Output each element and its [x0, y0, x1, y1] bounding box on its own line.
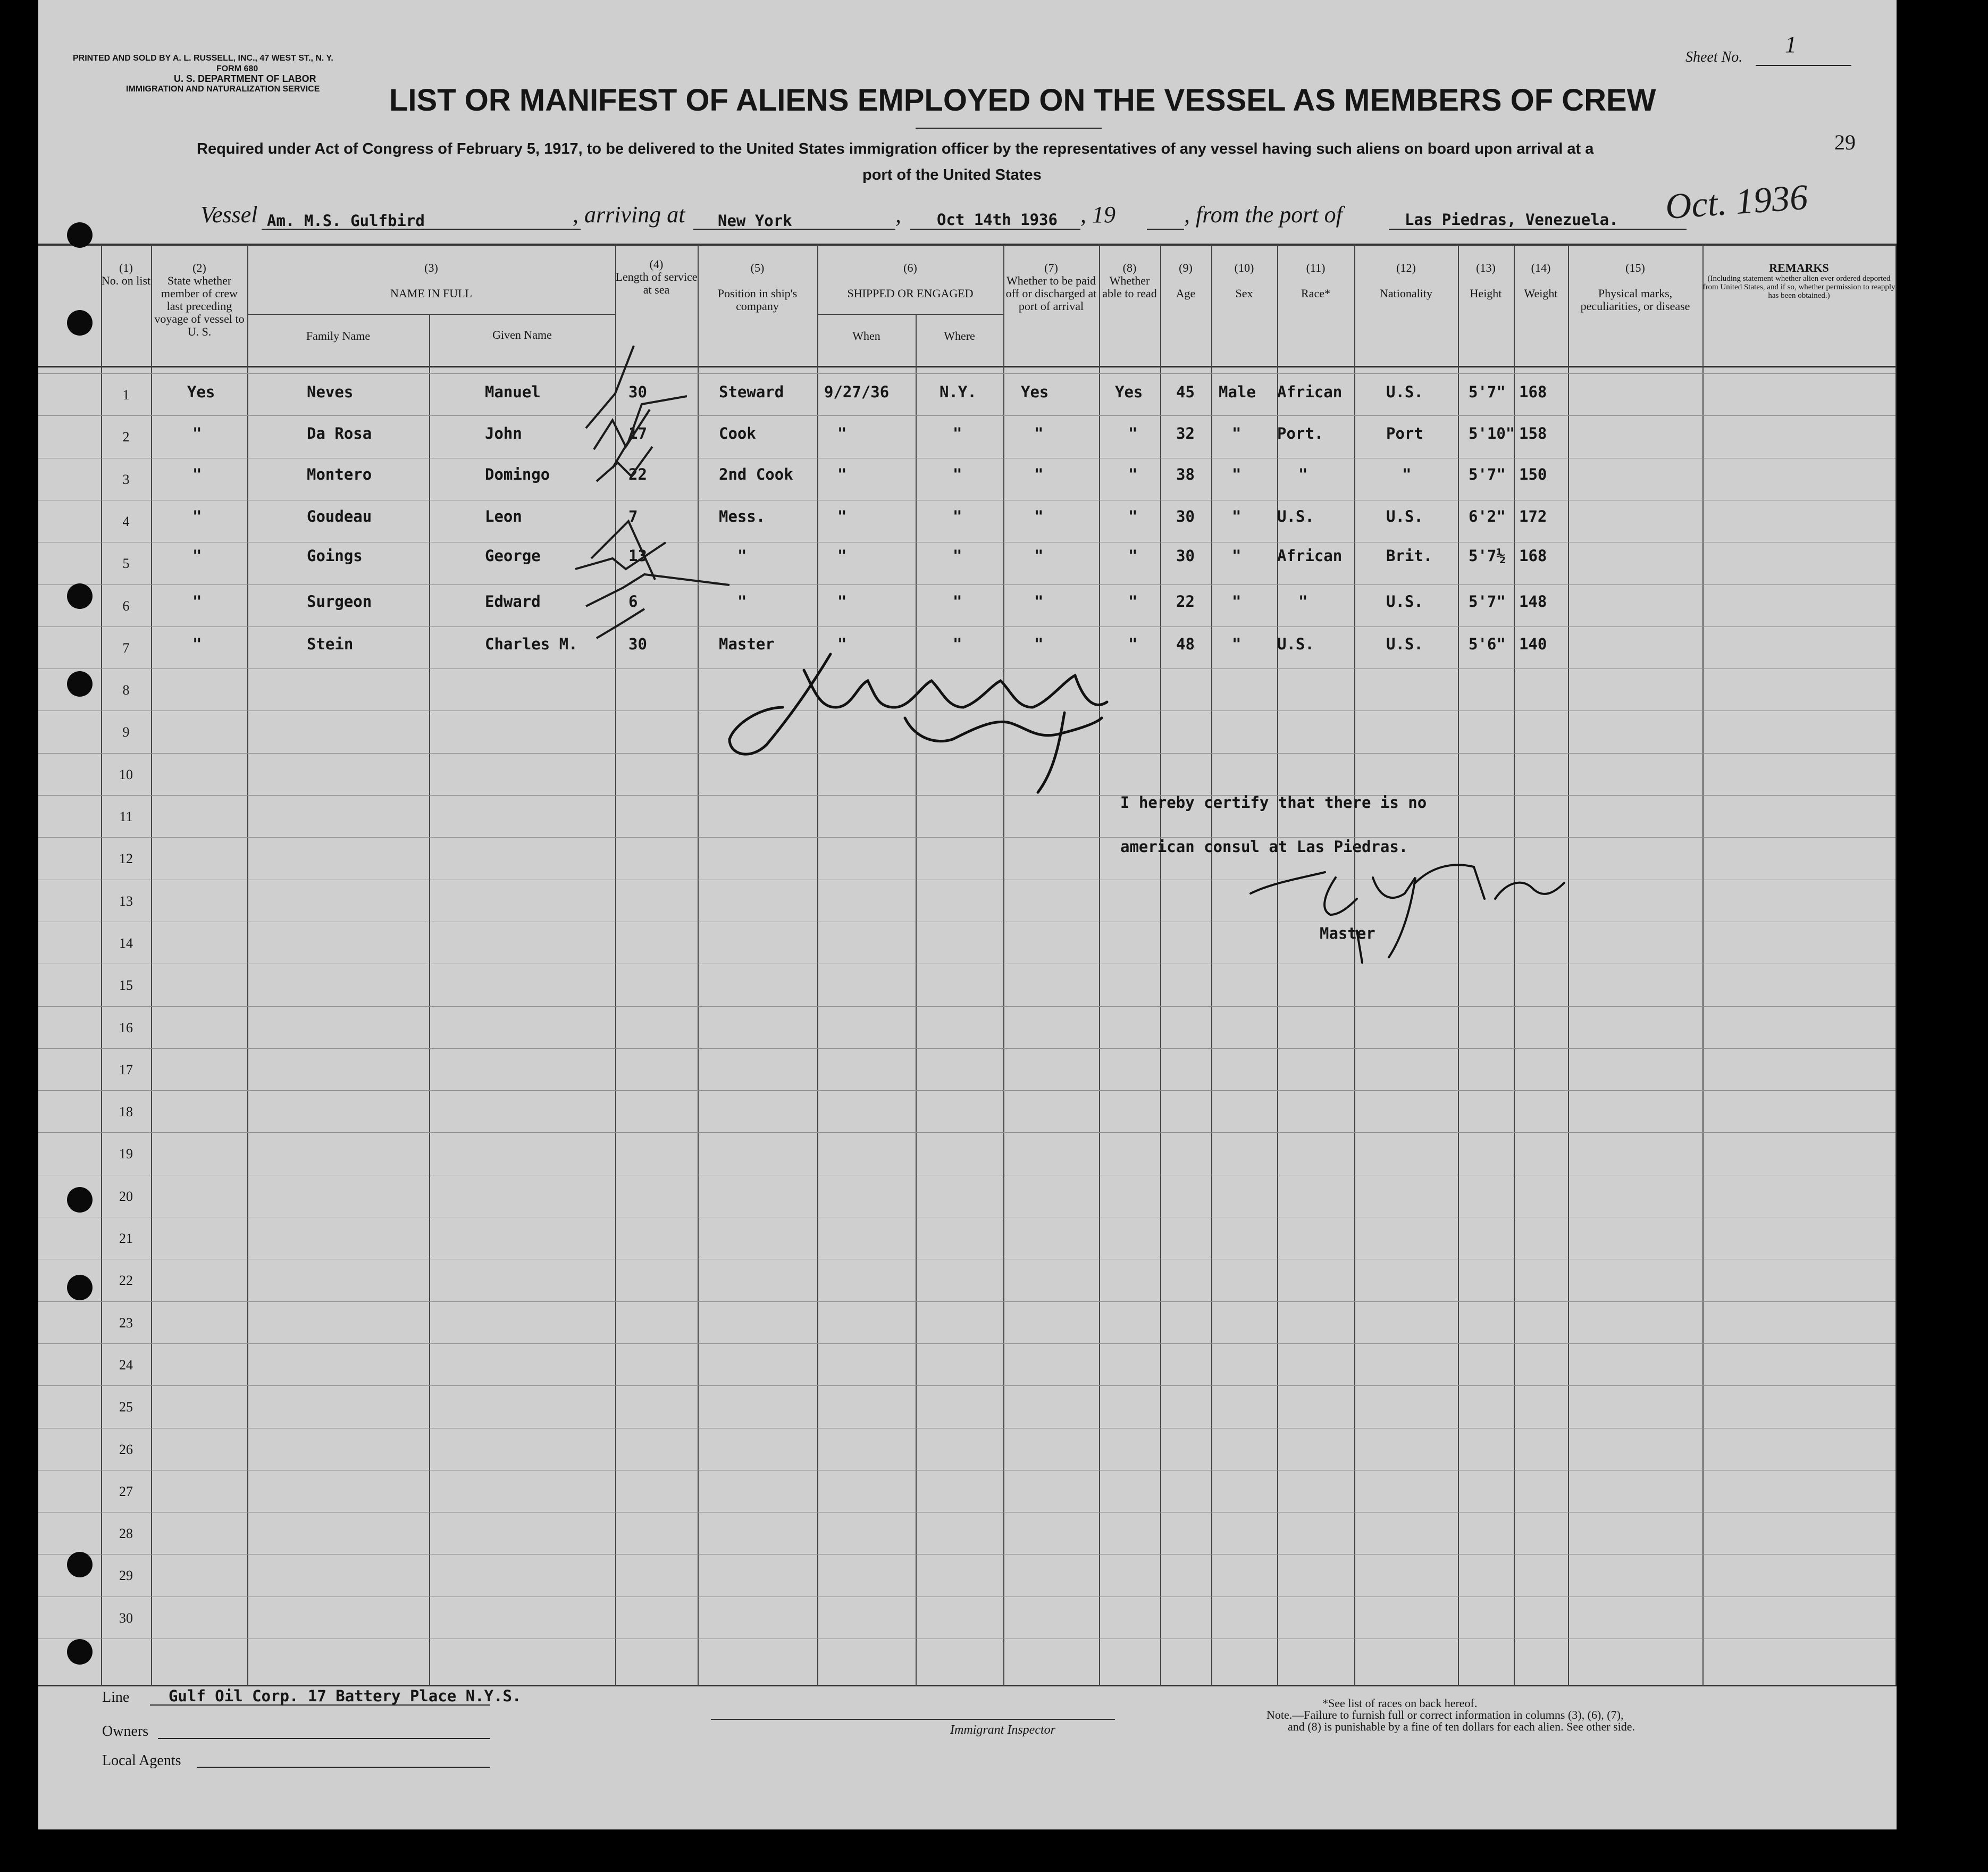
- age-cell: 38: [1176, 465, 1195, 483]
- prev-voyage-cell: ": [192, 635, 202, 653]
- row-number: 20: [119, 1189, 133, 1204]
- prev-voyage-cell: ": [192, 465, 202, 483]
- certification-line2: american consul at Las Piedras.: [1120, 838, 1408, 856]
- binder-hole: [67, 671, 93, 697]
- position-cell: ": [737, 592, 747, 611]
- shipped-where-cell: ": [953, 465, 962, 483]
- certification-line1: I hereby certify that there is no: [1120, 793, 1427, 812]
- given-name-cell: John: [485, 424, 522, 442]
- given-name-cell: Charles M.: [485, 635, 578, 653]
- col-11-header: (11) Race*: [1301, 261, 1330, 300]
- weight-cell: 150: [1519, 465, 1547, 483]
- height-cell: 5'7": [1469, 592, 1506, 611]
- paid-off-cell: ": [1034, 507, 1044, 525]
- paid-off-cell: ": [1034, 592, 1044, 611]
- given-name-cell: Manuel: [485, 383, 541, 401]
- height-cell: 5'7": [1469, 383, 1506, 401]
- shipped-when-cell: ": [837, 547, 847, 565]
- prev-voyage-cell: ": [192, 424, 202, 442]
- able-to-read-cell: ": [1128, 507, 1138, 525]
- shipped-where-cell: ": [953, 547, 962, 565]
- nationality-cell: U.S.: [1386, 592, 1423, 611]
- able-to-read-cell: ": [1128, 635, 1138, 653]
- shipped-where-cell: ": [953, 507, 962, 525]
- age-cell: 30: [1176, 507, 1195, 525]
- service-length-cell: 22: [628, 465, 647, 483]
- family-name-cell: Surgeon: [307, 592, 372, 611]
- age-cell: 48: [1176, 635, 1195, 653]
- service-length-cell: 7: [628, 507, 638, 525]
- printer-line: PRINTED AND SOLD BY A. L. RUSSELL, INC., 47 WEST ST., N. Y.: [73, 54, 333, 63]
- master-signature: [38, 0, 1897, 1829]
- shipped-when-cell: 9/27/36: [824, 383, 890, 401]
- sheet-label: Sheet No.: [1685, 49, 1743, 65]
- row-number: 12: [119, 851, 133, 866]
- position-cell: Steward: [719, 383, 784, 401]
- row-number: 8: [122, 682, 130, 698]
- col-14-header: (14) Weight: [1524, 261, 1558, 300]
- remarks-header: REMARKS (Including statement whether alien ever ordered deported from United States, and if so, whether permission to reapply has been obtained.): [1702, 261, 1895, 300]
- prev-voyage-cell: ": [192, 592, 202, 611]
- subtitle-line2: port of the United States: [862, 166, 1042, 183]
- able-to-read-cell: ": [1128, 424, 1138, 442]
- row-number: 4: [122, 514, 130, 529]
- row-number: 9: [122, 724, 130, 740]
- col-9-header: (9) Age: [1176, 261, 1196, 300]
- row-number: 23: [119, 1315, 133, 1331]
- paid-off-cell: ": [1034, 424, 1044, 442]
- family-name-cell: Da Rosa: [307, 424, 372, 442]
- arrival-port: New York: [718, 212, 792, 230]
- shipped-where-cell: ": [953, 592, 962, 611]
- row-number: 25: [119, 1399, 133, 1415]
- nationality-cell: ": [1402, 465, 1412, 483]
- height-cell: 5'7": [1469, 465, 1506, 483]
- able-to-read-cell: ": [1128, 547, 1138, 565]
- row-number: 19: [119, 1146, 133, 1161]
- col-3-header: (3) NAME IN FULL: [390, 261, 472, 300]
- row-number: 21: [119, 1231, 133, 1246]
- fine-note-line2: and (8) is punishable by a fine of ten dollars for each alien. See other side.: [1288, 1720, 1635, 1733]
- col-13-header: (13) Height: [1470, 261, 1502, 300]
- race-cell: U.S.: [1277, 507, 1314, 525]
- sheet-number: 1: [1785, 31, 1797, 57]
- race-cell: African: [1277, 383, 1343, 401]
- col-8-header: (8) Whether able to read: [1102, 261, 1157, 300]
- nationality-cell: U.S.: [1386, 507, 1423, 525]
- paid-off-cell: Yes: [1021, 383, 1049, 401]
- shipped-where-cell: ": [953, 424, 962, 442]
- race-cell: ": [1298, 465, 1308, 483]
- from-label: , from the port of: [1184, 202, 1343, 228]
- line-value: Gulf Oil Corp. 17 Battery Place N.Y.S.: [169, 1687, 522, 1705]
- shipped-when-cell: ": [837, 592, 847, 611]
- binder-hole: [67, 1187, 93, 1213]
- weight-cell: 140: [1519, 635, 1547, 653]
- shipped-when-cell: ": [837, 465, 847, 483]
- paid-off-cell: ": [1034, 635, 1044, 653]
- position-cell: Master: [719, 635, 775, 653]
- row-number: 28: [119, 1526, 133, 1541]
- row-number: 15: [119, 977, 133, 993]
- family-name-cell: Goings: [307, 547, 363, 565]
- height-cell: 5'6": [1469, 635, 1506, 653]
- sex-cell: ": [1232, 592, 1242, 611]
- page-number: 29: [1834, 130, 1856, 154]
- shipped-where-cell: ": [953, 635, 962, 653]
- when-header: When: [852, 329, 880, 342]
- where-header: Where: [944, 329, 975, 342]
- page-title: LIST OR MANIFEST OF ALIENS EMPLOYED ON THE VESSEL AS MEMBERS OF CREW: [389, 83, 1656, 118]
- row-number: 3: [122, 472, 130, 487]
- row-number: 26: [119, 1442, 133, 1457]
- position-cell: Mess.: [719, 507, 766, 525]
- service-length-cell: 30: [628, 383, 647, 401]
- race-cell: African: [1277, 547, 1343, 565]
- col-7-header: (7) Whether to be paid off or discharged at port of arrival: [1005, 261, 1097, 313]
- given-name-cell: Leon: [485, 507, 522, 525]
- able-to-read-cell: ": [1128, 465, 1138, 483]
- service-length-cell: 6: [628, 592, 638, 611]
- able-to-read-cell: ": [1128, 592, 1138, 611]
- local-agents-label: Local Agents: [102, 1752, 181, 1769]
- sex-cell: ": [1232, 424, 1242, 442]
- year-label: , 19: [1080, 202, 1115, 228]
- owners-label: Owners: [102, 1723, 149, 1740]
- row-number: 22: [119, 1273, 133, 1288]
- position-cell: ": [737, 547, 747, 565]
- col-5-header: (5) Position in ship's company: [717, 261, 798, 313]
- sex-cell: ": [1232, 465, 1242, 483]
- handwritten-date-stamp: Oct. 1936: [1664, 176, 1809, 227]
- age-cell: 22: [1176, 592, 1195, 611]
- row-number: 13: [119, 893, 133, 909]
- sex-cell: ": [1232, 547, 1242, 565]
- row-number: 18: [119, 1104, 133, 1119]
- vessel-label: Vessel: [200, 202, 258, 228]
- col-10-header: (10) Sex: [1234, 261, 1254, 300]
- row-number: 7: [122, 640, 130, 656]
- row-number: 1: [122, 387, 130, 403]
- row-number: 11: [119, 809, 133, 824]
- shipped-when-cell: ": [837, 424, 847, 442]
- height-cell: 5'7½: [1469, 547, 1506, 565]
- col-6-header: (6) SHIPPED OR ENGAGED: [847, 261, 974, 300]
- family-name-cell: Goudeau: [307, 507, 372, 525]
- prev-voyage-cell: ": [192, 547, 202, 565]
- col-4-header: (4) Length of service at sea: [615, 257, 698, 296]
- given-name-cell: George: [485, 547, 541, 565]
- row-number: 17: [119, 1062, 133, 1077]
- nationality-cell: Brit.: [1386, 547, 1433, 565]
- weight-cell: 148: [1519, 592, 1547, 611]
- binder-hole: [67, 1639, 93, 1665]
- inspector-label: Immigrant Inspector: [950, 1723, 1055, 1737]
- family-name-header: Family Name: [306, 329, 371, 342]
- col-2-header: (2) State whether member of crew last preceding voyage of vessel to U. S.: [154, 261, 245, 338]
- weight-cell: 158: [1519, 424, 1547, 442]
- position-cell: 2nd Cook: [719, 465, 793, 483]
- age-cell: 32: [1176, 424, 1195, 442]
- row-number: 24: [119, 1357, 133, 1373]
- binder-hole: [67, 1275, 93, 1300]
- given-name-header: Given Name: [492, 328, 552, 341]
- prev-voyage-cell: ": [192, 507, 202, 525]
- row-number: 27: [119, 1484, 133, 1499]
- col-1-header: (1) No. on list: [101, 261, 151, 287]
- paid-off-cell: ": [1034, 465, 1044, 483]
- service-length-cell: 30: [628, 635, 647, 653]
- age-cell: 45: [1176, 383, 1195, 401]
- races-note: *See list of races on back hereof.: [1322, 1697, 1478, 1710]
- binder-hole: [67, 310, 93, 336]
- position-cell: Cook: [719, 424, 756, 442]
- prev-voyage-cell: Yes: [187, 383, 215, 401]
- weight-cell: 168: [1519, 547, 1547, 565]
- nationality-cell: U.S.: [1386, 383, 1423, 401]
- inspector-underline: [711, 1719, 1115, 1720]
- department-name: U. S. DEPARTMENT OF LABOR: [174, 73, 316, 84]
- nationality-cell: U.S.: [1386, 635, 1423, 653]
- owners-underline: [158, 1738, 490, 1739]
- service-length-cell: 17: [628, 424, 647, 442]
- form-number: FORM 680: [216, 64, 258, 73]
- fine-note-line1: Note.—Failure to furnish full or correct information in columns (3), (6), (7),: [1266, 1708, 1624, 1721]
- sex-cell: ": [1232, 635, 1242, 653]
- agents-underline: [197, 1767, 490, 1768]
- col-15-header: (15) Physical marks, peculiarities, or disease: [1580, 261, 1690, 313]
- line-label: Line: [102, 1689, 130, 1706]
- family-name-cell: Neves: [307, 383, 354, 401]
- weight-cell: 168: [1519, 383, 1547, 401]
- row-number: 10: [119, 767, 133, 782]
- comma: ,: [895, 202, 901, 228]
- shipped-where-cell: N.Y.: [940, 383, 977, 401]
- shipped-when-cell: ": [837, 507, 847, 525]
- manifest-sheet: [38, 0, 1897, 1829]
- row-number: 6: [122, 598, 130, 614]
- arriving-label: , arriving at: [573, 202, 685, 228]
- service-length-cell: 13: [628, 547, 647, 565]
- age-cell: 30: [1176, 547, 1195, 565]
- service-name: IMMIGRATION AND NATURALIZATION SERVICE: [126, 85, 320, 94]
- height-cell: 5'10": [1469, 424, 1515, 442]
- weight-cell: 172: [1519, 507, 1547, 525]
- vessel-name: Am. M.S. Gulfbird: [267, 212, 425, 230]
- row-number: 29: [119, 1568, 133, 1583]
- departure-port: Las Piedras, Venezuela.: [1405, 211, 1618, 229]
- nationality-cell: Port: [1386, 424, 1423, 442]
- row-number: 14: [119, 935, 133, 951]
- paid-off-cell: ": [1034, 547, 1044, 565]
- able-to-read-cell: Yes: [1115, 383, 1143, 401]
- binder-hole: [67, 1552, 93, 1577]
- given-name-cell: Domingo: [485, 465, 550, 483]
- row-number: 2: [122, 429, 130, 445]
- subtitle-line1: Required under Act of Congress of February 5, 1917, to be delivered to the United States immigration officer by the representatives of any vessel having such aliens on board upon arrival at a: [197, 140, 1594, 157]
- height-cell: 6'2": [1469, 507, 1506, 525]
- race-cell: ": [1298, 592, 1308, 611]
- race-cell: U.S.: [1277, 635, 1314, 653]
- binder-hole: [67, 583, 93, 609]
- binder-hole: [67, 222, 93, 248]
- col-12-header: (12) Nationality: [1380, 261, 1432, 300]
- row-number: 5: [122, 556, 130, 571]
- row-number: 30: [119, 1610, 133, 1626]
- row-number: 16: [119, 1020, 133, 1035]
- master-role-label: Master: [1320, 924, 1375, 942]
- given-name-cell: Edward: [485, 592, 541, 611]
- shipped-when-cell: ": [837, 635, 847, 653]
- arrival-date: Oct 14th 1936: [937, 211, 1058, 229]
- race-cell: Port.: [1277, 424, 1324, 442]
- sex-cell: Male: [1219, 383, 1256, 401]
- sex-cell: ": [1232, 507, 1242, 525]
- family-name-cell: Stein: [307, 635, 354, 653]
- family-name-cell: Montero: [307, 465, 372, 483]
